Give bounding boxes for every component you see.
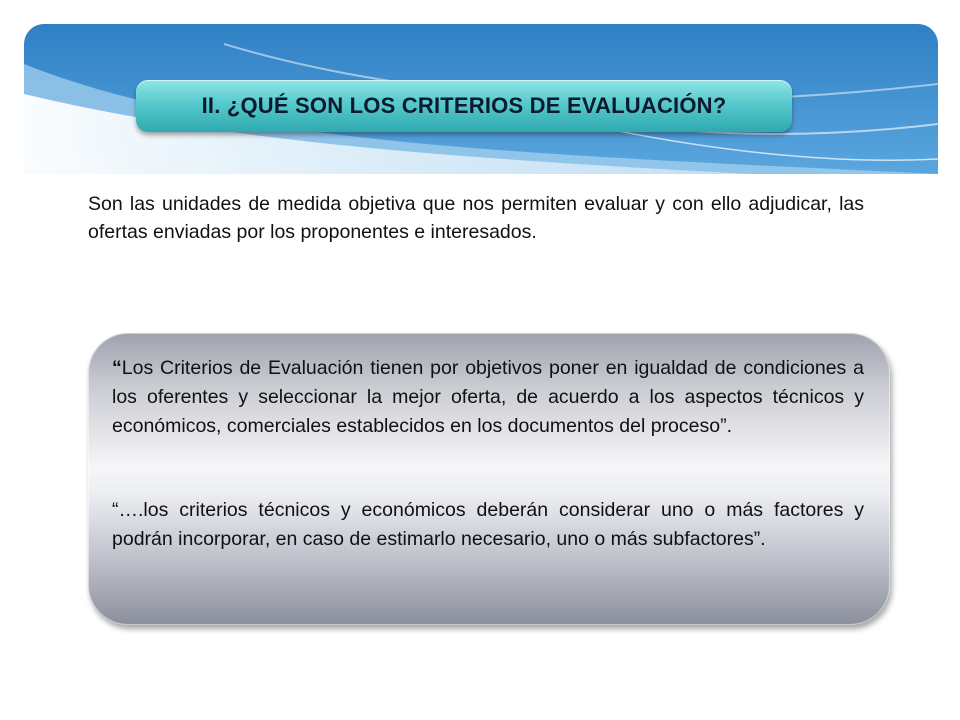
quote-mark: “ [112, 357, 122, 379]
quote-1-text: Los Criterios de Evaluación tienen por objetivos poner en igualdad de condiciones a los oferentes y seleccionar la mejor oferta, de acuerdo a los aspectos técnicos y económicos, comerciales establecidos en los documentos del proceso”. [112, 357, 864, 437]
intro-paragraph: Son las unidades de medida objetiva que nos permiten evaluar y con ello adjudicar, las ofertas enviadas por los proponentes e interesados. [88, 193, 864, 243]
quote-box [88, 333, 890, 625]
title-pill [136, 80, 792, 132]
slide-title: II. ¿QUÉ SON LOS CRITERIOS DE EVALUACIÓN? [201, 93, 727, 118]
quote-paragraph-2: “….los criterios técnicos y económicos deberán considerar uno o más factores y podrán incorporar, en caso de estimarlo necesario, uno o más subfactores”. [112, 499, 864, 550]
quote-paragraph-1 [112, 354, 864, 441]
